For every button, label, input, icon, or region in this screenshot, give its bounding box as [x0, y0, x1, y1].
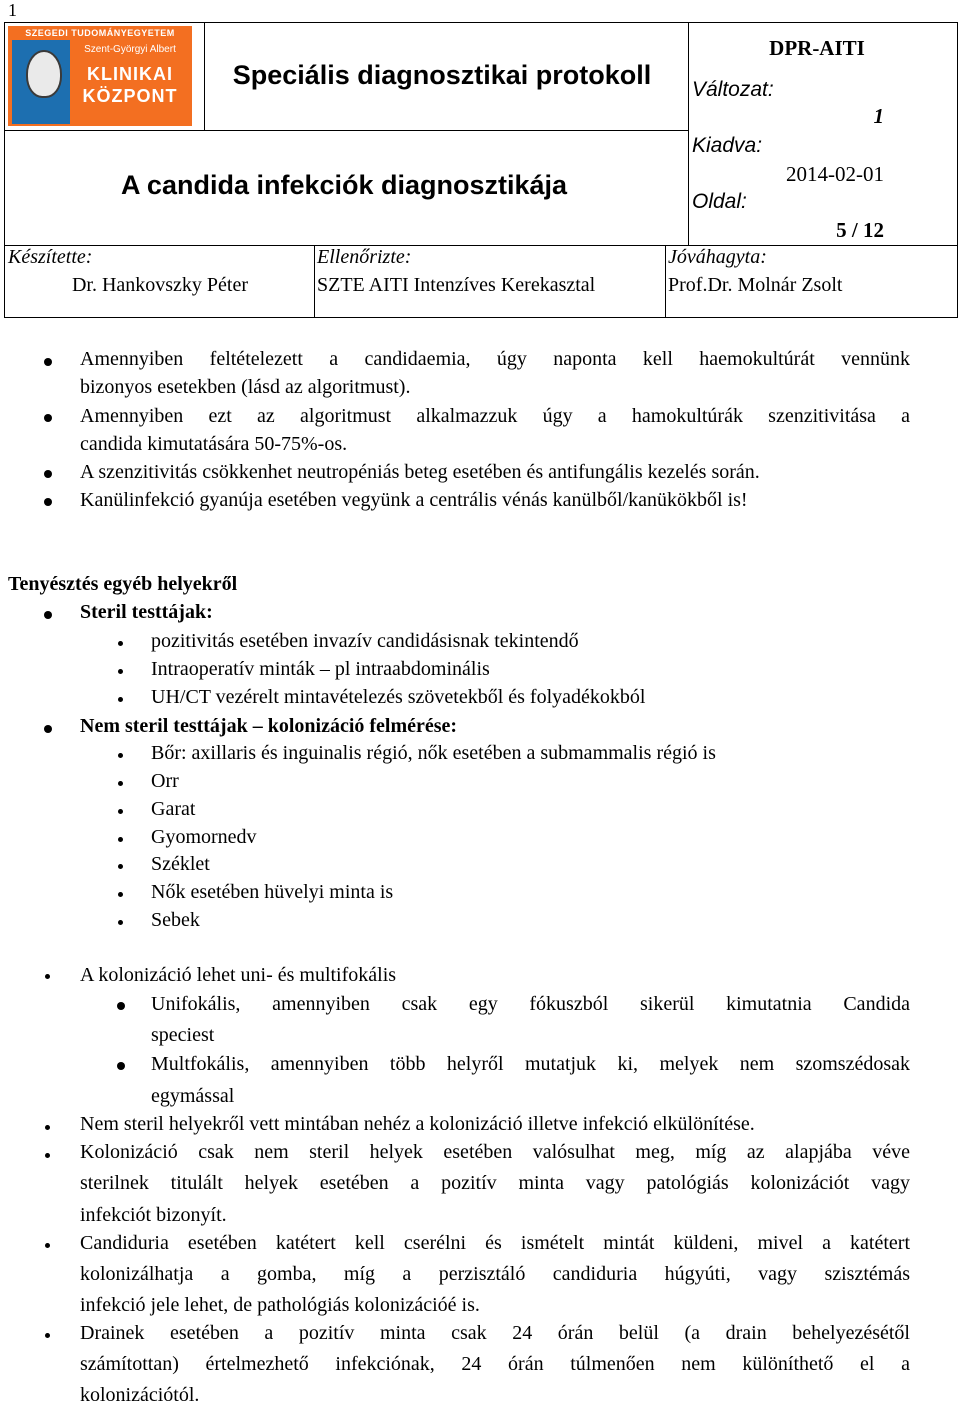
checked-value: SZTE AITI Intenzíves Kerekasztal [317, 274, 596, 296]
final-bullet-3-line-1: Candiduria esetében katétert kell cserélni és ismételt mintát küldeni, mivel a katétert [80, 1232, 910, 1254]
prepared-value: Dr. Hankovszky Péter [71, 274, 249, 296]
logo-line2: KÖZPONT [82, 86, 178, 106]
small-bullet-icon [45, 1125, 50, 1130]
small-bullet-icon [45, 1333, 50, 1338]
colonization-item-2-line-2: egymással [151, 1085, 235, 1107]
small-bullet-icon [118, 864, 123, 869]
issued-label: Kiadva: [692, 134, 763, 157]
intro-bullet-3: A szenzitivitás csökkenhet neutropéniás beteg esetében és antifungális kezelés során. [80, 461, 760, 483]
approved-value: Prof.Dr. Molnár Zsolt [668, 274, 843, 296]
intro-bullet-1-line-1: Amennyiben feltételezett a candidaemia, úgy naponta kell haemokultúrát vennünk [80, 348, 910, 370]
document-title: Speciális diagnosztikai protokoll [232, 60, 652, 90]
final-bullet-4-line-2: számítottan) értelmezhető infekciónak, 24 órán túlmenően nem különíthető el a [80, 1353, 910, 1375]
small-bullet-icon [118, 920, 123, 925]
version-value: 1 [873, 104, 884, 128]
prepared-label: Készítette: [8, 246, 93, 268]
nonsterile-item-2: Orr [151, 770, 179, 792]
colonization-item-1-line-1: Unifokális, amennyiben csak egy fókuszból sikerül kimutatnia Candida [151, 993, 910, 1015]
small-bullet-icon [118, 837, 123, 842]
bullet-icon [44, 611, 52, 619]
small-bullet-icon [118, 641, 123, 646]
intro-bullet-1-line-2: bizonyos esetekben (lásd az algoritmust). [80, 376, 411, 398]
final-bullet-2-line-2: sterilnek titulált helyek esetében a pozitív minta vagy patológiás kolonizációt vagy [80, 1172, 910, 1194]
page-number: 1 [8, 0, 17, 20]
version-label: Változat: [692, 78, 774, 101]
sterile-item-1: pozitivitás esetében invazív candidásisnak tekintendő [151, 630, 579, 652]
bullet-icon [117, 1062, 125, 1070]
page-value: 5 / 12 [836, 218, 884, 242]
final-bullet-2-line-1: Kolonizáció csak nem steril helyek esetében valósulhat meg, míg az alapjába véve [80, 1141, 910, 1163]
nonsterile-title: Nem steril testtájak – kolonizáció felmérése: [80, 715, 458, 737]
small-bullet-icon [45, 1153, 50, 1158]
nonsterile-item-6: Nők esetében hüvelyi minta is [151, 881, 394, 903]
small-bullet-icon [118, 697, 123, 702]
colonization-item-1-line-2: speciest [151, 1024, 215, 1046]
final-bullet-2-line-3: infekciót bizonyít. [80, 1204, 227, 1226]
final-bullet-1: Nem steril helyekről vett mintában nehéz a kolonizáció illetve infekció elkülönítése. [80, 1113, 755, 1135]
logo-university: SZEGEDI TUDOMÁNYEGYETEM [8, 26, 192, 40]
intro-bullet-4: Kanülinfekció gyanúja esetében vegyünk a centrális vénás kanülből/kanükökből is! [80, 489, 748, 511]
intro-bullet-2-line-2: candida kimutatására 50-75%-os. [80, 433, 348, 455]
logo-line1: KLINIKAI [87, 64, 173, 84]
issued-value: 2014-02-01 [786, 162, 884, 186]
bullet-icon [44, 470, 52, 478]
nonsterile-item-5: Széklet [151, 853, 210, 875]
small-bullet-icon [45, 1243, 50, 1248]
sterile-item-3: UH/CT vezérelt mintavételezés szövetekből és folyadékokból [151, 686, 646, 708]
small-bullet-icon [118, 809, 123, 814]
bullet-icon [44, 498, 52, 506]
small-bullet-icon [45, 974, 50, 979]
portrait-icon [12, 40, 70, 124]
small-bullet-icon [118, 892, 123, 897]
final-bullet-3-line-2: kolonizálhatja a gomba, míg a perzisztáló candiduria húgyúti, vagy szisztémás [80, 1263, 910, 1285]
nonsterile-item-3: Garat [151, 798, 196, 820]
nonsterile-item-1: Bőr: axillaris és inguinalis régió, nők esetében a submammalis régió is [151, 742, 716, 764]
final-bullet-4-line-3: kolonizációtól. [80, 1384, 200, 1406]
sterile-title: Steril testtájak: [80, 601, 213, 623]
bullet-icon [117, 1002, 125, 1010]
document-code: DPR-AITI [769, 36, 865, 60]
section-title: Tenyésztés egyéb helyekről [8, 573, 238, 595]
bullet-icon [44, 725, 52, 733]
document-subtitle: A candida infekciók diagnosztikája [120, 170, 568, 200]
logo-name: Szent-Györgyi Albert [84, 44, 176, 55]
approved-label: Jóváhagyta: [668, 246, 767, 268]
small-bullet-icon [118, 669, 123, 674]
colonization-item-2-line-1: Multfokális, amennyiben több helyről mutatjuk ki, melyek nem szomszédosak [151, 1053, 910, 1075]
nonsterile-item-4: Gyomornedv [151, 826, 257, 848]
final-bullet-4-line-1: Drainek esetében a pozitív minta csak 24 órán belül (a drain behelyezésétől [80, 1322, 910, 1344]
intro-bullet-2-line-1: Amennyiben ezt az algoritmust alkalmazzuk úgy a hamokultúrák szenzitivitása a [80, 405, 910, 427]
colonization-title: A kolonizáció lehet uni- és multifokális [80, 964, 397, 986]
checked-label: Ellenőrizte: [317, 246, 412, 268]
page-label: Oldal: [692, 190, 747, 213]
nonsterile-item-7: Sebek [151, 909, 200, 931]
bullet-icon [44, 358, 52, 366]
bullet-icon [44, 414, 52, 422]
small-bullet-icon [118, 781, 123, 786]
small-bullet-icon [118, 753, 123, 758]
clinic-logo [8, 26, 192, 126]
final-bullet-3-line-3: infekció jele lehet, de pathológiás kolonizációé is. [80, 1294, 480, 1316]
sterile-item-2: Intraoperatív minták – pl intraabdominális [151, 658, 490, 680]
